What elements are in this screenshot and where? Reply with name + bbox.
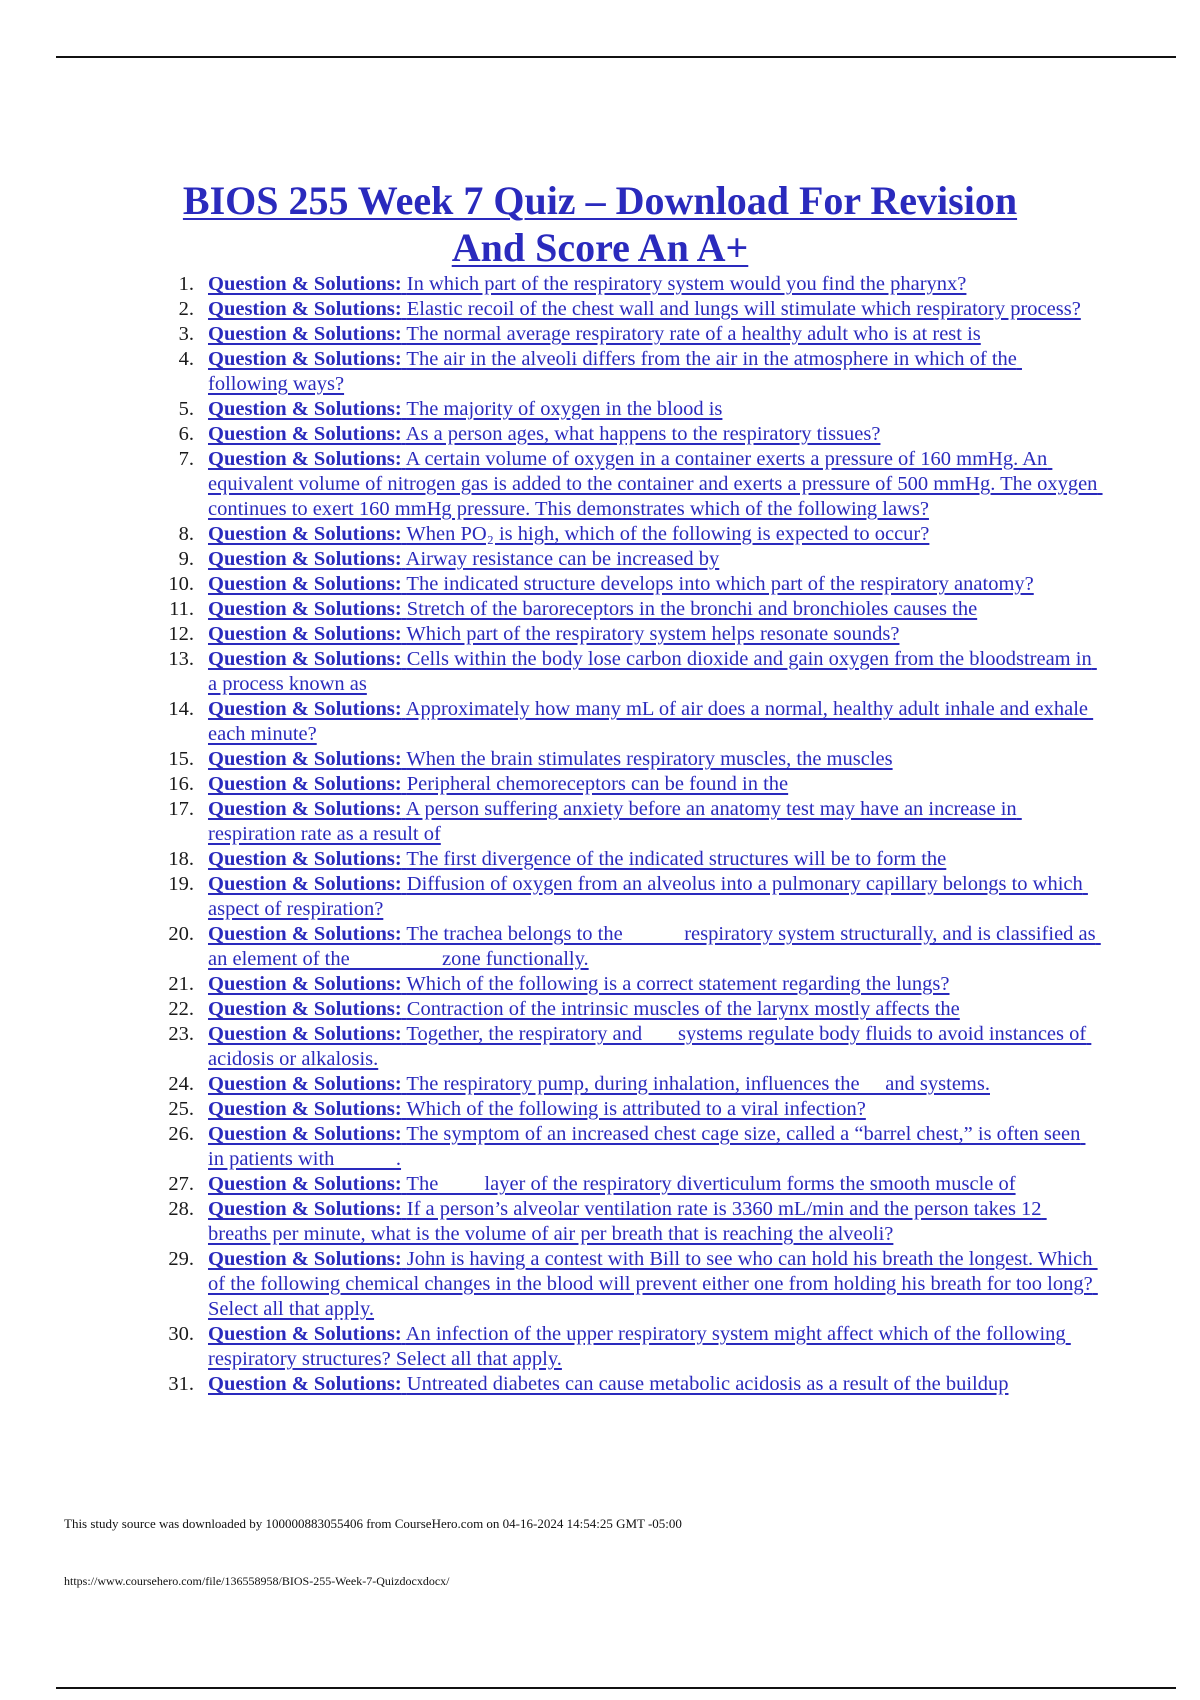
question-text: The indicated structure develops into which part of the respiratory anatomy?	[406, 573, 1034, 595]
question-link[interactable]	[208, 848, 946, 870]
download-notice: This study source was downloaded by 100000883055406 from CourseHero.com on 04-16-2024 14:54:25 GMT -05:00	[64, 1516, 682, 1531]
question-text: In which part of the respiratory system would you find the pharynx?	[406, 273, 967, 295]
question-lead-label: Question & Solutions:	[208, 1073, 402, 1095]
question-item	[160, 397, 1100, 422]
question-item	[160, 697, 1100, 747]
question-link[interactable]	[208, 1198, 1047, 1245]
question-number: 7.	[178, 448, 194, 470]
source-url: https://www.coursehero.com/file/136558958/BIOS-255-Week-7-Quizdocxdocx/	[64, 1574, 450, 1588]
question-text: A person suffering anxiety before an anatomy test may have an increase in respiration rate as a result of	[208, 798, 1022, 845]
question-number: 1.	[178, 273, 194, 295]
question-item	[160, 422, 1100, 447]
question-text: Approximately how many mL of air does a normal, healthy adult inhale and exhale each minute?	[208, 698, 1094, 745]
question-text: Which of the following is a correct statement regarding the lungs?	[406, 973, 950, 995]
question-text: As a person ages, what happens to the respiratory tissues?	[405, 423, 881, 445]
question-item	[160, 772, 1100, 797]
question-link[interactable]	[208, 548, 719, 570]
question-number: 25.	[168, 1098, 194, 1120]
question-lead-label: Question & Solutions:	[208, 423, 402, 445]
question-link[interactable]	[208, 323, 981, 345]
question-link[interactable]	[208, 773, 788, 795]
question-item	[160, 347, 1100, 397]
question-lead-label: Question & Solutions:	[208, 1323, 402, 1345]
question-link[interactable]	[208, 298, 1081, 320]
question-lead-label: Question & Solutions:	[208, 1023, 402, 1045]
question-item	[160, 272, 1100, 297]
question-link[interactable]	[208, 648, 1097, 695]
question-number: 8.	[178, 523, 194, 545]
question-item	[160, 797, 1100, 847]
question-link[interactable]	[208, 598, 977, 620]
question-text: The symptom of an increased chest cage size, called a “barrel chest,” is often seen in patients with .	[208, 1123, 1086, 1170]
question-text: Contraction of the intrinsic muscles of the larynx mostly affects the	[406, 998, 960, 1020]
question-item	[160, 1072, 1100, 1097]
question-lead-label: Question & Solutions:	[208, 623, 402, 645]
question-number: 5.	[178, 398, 194, 420]
question-number: 17.	[168, 798, 194, 820]
question-number: 11.	[169, 598, 194, 620]
question-number: 21.	[168, 973, 194, 995]
question-list	[160, 272, 1103, 1397]
question-number: 14.	[168, 698, 194, 720]
title-line-1[interactable]: BIOS 255 Week 7 Quiz – Download For Revision	[182, 177, 1018, 223]
question-item	[160, 1022, 1100, 1072]
question-number: 27.	[168, 1173, 194, 1195]
question-text: Airway resistance can be increased by	[405, 548, 720, 570]
question-link[interactable]	[208, 623, 899, 645]
question-number: 18.	[168, 848, 194, 870]
question-link[interactable]	[208, 698, 1093, 745]
question-link[interactable]	[208, 1123, 1085, 1170]
question-text: The majority of oxygen in the blood is	[406, 398, 723, 420]
question-lead-label: Question & Solutions:	[208, 798, 402, 820]
question-lead-label: Question & Solutions:	[208, 448, 402, 470]
question-text: Cells within the body lose carbon dioxide and gain oxygen from the bloodstream in a process known as	[208, 648, 1097, 695]
question-number: 13.	[168, 648, 194, 670]
question-lead-label: Question & Solutions:	[208, 523, 402, 545]
question-text: If a person’s alveolar ventilation rate is 3360 mL/min and the person takes 12 breaths per minute, what is the volume of air per breath that is reaching the alveoli?	[208, 1198, 1047, 1245]
question-item	[160, 1097, 1100, 1122]
question-item	[160, 1322, 1100, 1372]
question-item	[160, 522, 1100, 547]
question-text: Diffusion of oxygen from an alveolus into a pulmonary capillary belongs to which aspect of respiration?	[208, 873, 1088, 920]
question-item	[160, 872, 1100, 922]
question-lead-label: Question & Solutions:	[208, 1373, 402, 1395]
question-link[interactable]	[208, 1023, 1091, 1070]
question-text: Which part of the respiratory system helps resonate sounds?	[406, 623, 900, 645]
question-item	[160, 1197, 1100, 1247]
question-number: 19.	[168, 873, 194, 895]
question-lead-label: Question & Solutions:	[208, 548, 402, 570]
question-text: John is having a contest with Bill to see who can hold his breath the longest. Which of the following chemical changes in the blood will prevent either one from holding his breath for too long? Select all that apply.	[208, 1248, 1098, 1320]
question-link[interactable]	[208, 273, 966, 295]
question-item	[160, 847, 1100, 872]
question-number: 16.	[168, 773, 194, 795]
question-lead-label: Question & Solutions:	[208, 923, 402, 945]
question-link[interactable]	[208, 1373, 1008, 1395]
question-item	[160, 322, 1100, 347]
question-lead-label: Question & Solutions:	[208, 1098, 402, 1120]
question-lead-label: Question & Solutions:	[208, 598, 402, 620]
question-link[interactable]	[208, 423, 880, 445]
question-text: Together, the respiratory and systems regulate body fluids to avoid instances of acidosis or alkalosis.	[208, 1023, 1092, 1070]
question-link[interactable]	[208, 873, 1088, 920]
question-text: When PO₂ is high, which of the following is expected to occur?	[406, 523, 930, 545]
question-lead-label: Question & Solutions:	[208, 348, 402, 370]
question-item	[160, 997, 1100, 1022]
question-number: 2.	[178, 298, 194, 320]
question-text: Peripheral chemoreceptors can be found in the	[406, 773, 789, 795]
question-number: 29.	[168, 1248, 194, 1270]
top-rule	[56, 56, 1176, 58]
question-link[interactable]	[208, 573, 1034, 595]
question-item	[160, 1372, 1100, 1397]
question-text: The respiratory pump, during inhalation, influences the and systems.	[406, 1073, 990, 1095]
question-lead-label: Question & Solutions:	[208, 1248, 402, 1270]
title-line-2[interactable]: And Score An A+	[451, 224, 749, 270]
question-lead-label: Question & Solutions:	[208, 698, 402, 720]
question-number: 10.	[168, 573, 194, 595]
question-link[interactable]	[208, 1323, 1071, 1370]
question-number: 15.	[168, 748, 194, 770]
question-item	[160, 447, 1103, 522]
question-number: 22.	[168, 998, 194, 1020]
question-lead-label: Question & Solutions:	[208, 1198, 402, 1220]
question-item	[160, 922, 1100, 972]
question-number: 12.	[168, 623, 194, 645]
question-number: 26.	[168, 1123, 194, 1145]
question-lead-label: Question & Solutions:	[208, 273, 402, 295]
question-lead-label: Question & Solutions:	[208, 573, 402, 595]
question-lead-label: Question & Solutions:	[208, 973, 402, 995]
question-item	[160, 747, 1100, 772]
question-lead-label: Question & Solutions:	[208, 873, 402, 895]
question-link[interactable]	[208, 923, 1101, 970]
question-text: A certain volume of oxygen in a container exerts a pressure of 160 mmHg. An equivalent volume of nitrogen gas is added to the container and exerts a pressure of 500 mmHg. The oxygen continues to exert 160 mmHg pressure. This demonstrates which of the following laws?	[208, 448, 1103, 520]
question-item	[160, 572, 1100, 597]
question-lead-label: Question & Solutions:	[208, 848, 402, 870]
question-lead-label: Question & Solutions:	[208, 648, 402, 670]
question-link[interactable]	[208, 748, 893, 770]
question-item	[160, 647, 1100, 697]
question-lead-label: Question & Solutions:	[208, 323, 402, 345]
question-item	[160, 1172, 1100, 1197]
question-item	[160, 972, 1100, 997]
question-number: 6.	[178, 423, 194, 445]
question-item	[160, 297, 1100, 322]
question-lead-label: Question & Solutions:	[208, 773, 402, 795]
question-text: Untreated diabetes can cause metabolic acidosis as a result of the buildup	[406, 1373, 1009, 1395]
question-number: 23.	[168, 1023, 194, 1045]
question-number: 30.	[168, 1323, 194, 1345]
question-link[interactable]	[208, 973, 950, 995]
question-text: Stretch of the baroreceptors in the bronchi and bronchioles causes the	[406, 598, 978, 620]
question-lead-label: Question & Solutions:	[208, 298, 402, 320]
question-item	[160, 547, 1100, 572]
question-number: 31.	[168, 1373, 194, 1395]
question-link[interactable]	[208, 998, 960, 1020]
question-number: 24.	[168, 1073, 194, 1095]
question-link[interactable]	[208, 798, 1022, 845]
question-number: 28.	[168, 1198, 194, 1220]
question-link[interactable]	[208, 398, 722, 420]
question-item	[160, 1247, 1100, 1322]
question-number: 4.	[178, 348, 194, 370]
question-item	[160, 622, 1100, 647]
question-text: The normal average respiratory rate of a healthy adult who is at rest is	[406, 323, 981, 345]
question-item	[160, 597, 1100, 622]
question-lead-label: Question & Solutions:	[208, 748, 402, 770]
question-text: When the brain stimulates respiratory muscles, the muscles	[406, 748, 893, 770]
question-link[interactable]	[208, 1248, 1098, 1320]
question-item	[160, 1122, 1100, 1172]
question-number: 20.	[168, 923, 194, 945]
document-title	[150, 177, 1050, 271]
question-lead-label: Question & Solutions:	[208, 398, 402, 420]
question-lead-label: Question & Solutions:	[208, 998, 402, 1020]
question-text: The first divergence of the indicated structures will be to form the	[406, 848, 947, 870]
question-link[interactable]	[208, 523, 929, 545]
question-number: 3.	[178, 323, 194, 345]
question-text: Elastic recoil of the chest wall and lungs will stimulate which respiratory process?	[406, 298, 1081, 320]
question-link[interactable]	[208, 448, 1103, 520]
question-link[interactable]	[208, 1173, 1016, 1195]
question-link[interactable]	[208, 1073, 990, 1095]
question-lead-label: Question & Solutions:	[208, 1173, 402, 1195]
question-link[interactable]	[208, 348, 1022, 395]
question-text: The air in the alveoli differs from the air in the atmosphere in which of the following ways?	[208, 348, 1022, 395]
question-text: The trachea belongs to the respiratory system structurally, and is classified as an element of the zone functionally.	[208, 923, 1101, 970]
question-text: The layer of the respiratory diverticulum forms the smooth muscle of	[406, 1173, 1016, 1195]
question-lead-label: Question & Solutions:	[208, 1123, 402, 1145]
question-link[interactable]	[208, 1098, 866, 1120]
question-text: Which of the following is attributed to a viral infection?	[406, 1098, 866, 1120]
question-number: 9.	[178, 548, 194, 570]
bottom-rule	[56, 1687, 1176, 1689]
question-text: An infection of the upper respiratory system might affect which of the following respiratory structures? Select all that apply.	[208, 1323, 1071, 1370]
